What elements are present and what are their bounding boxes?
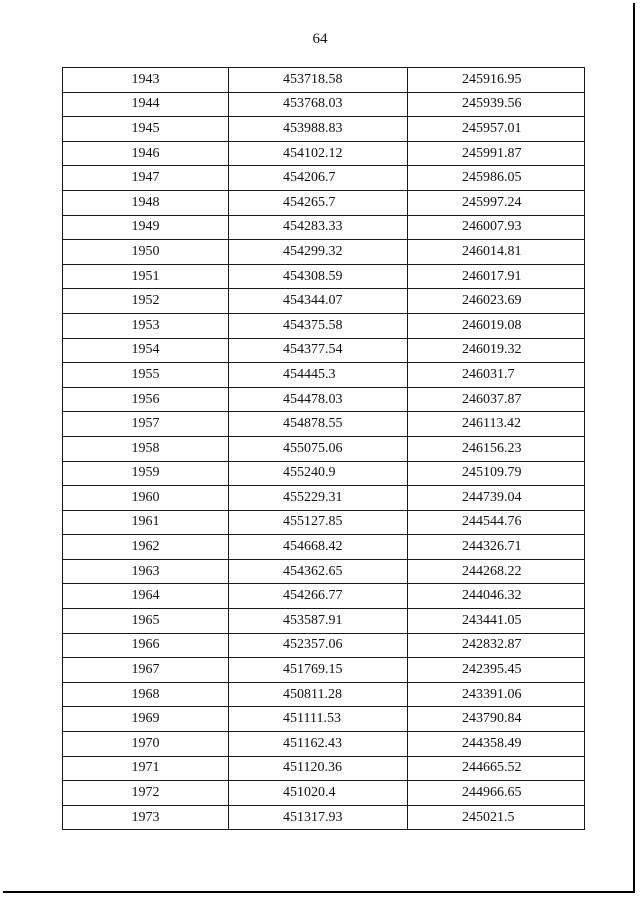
y-value-cell: 245109.79 [408,461,585,486]
y-value-cell: 244268.22 [408,559,585,584]
year-cell: 1958 [63,436,229,461]
year-cell: 1943 [63,68,229,93]
table-row [63,633,585,658]
page-number: 64 [312,31,328,47]
x-value-cell: 454266.77 [229,584,408,609]
table-row [63,609,585,634]
y-value-cell: 246017.91 [408,264,585,289]
table-row [63,363,585,388]
year-cell: 1968 [63,682,229,707]
year-cell: 1946 [63,141,229,166]
y-value-cell: 246007.93 [408,215,585,240]
table-body [63,68,585,830]
table-row [63,92,585,117]
table-row [63,559,585,584]
x-value-cell: 454265.7 [229,190,408,215]
year-cell: 1947 [63,166,229,191]
table-row [63,805,585,830]
table-row [63,682,585,707]
year-cell: 1971 [63,756,229,781]
x-value-cell: 454344.07 [229,289,408,314]
table-row [63,412,585,437]
y-value-cell: 242395.45 [408,658,585,683]
table-row [63,338,585,363]
table-row [63,190,585,215]
year-cell: 1967 [63,658,229,683]
year-cell: 1963 [63,559,229,584]
year-cell: 1970 [63,732,229,757]
year-cell: 1966 [63,633,229,658]
year-cell: 1951 [63,264,229,289]
year-cell: 1969 [63,707,229,732]
y-value-cell: 246037.87 [408,387,585,412]
y-value-cell: 244966.65 [408,781,585,806]
table-row [63,732,585,757]
x-value-cell: 453768.03 [229,92,408,117]
y-value-cell: 246014.81 [408,240,585,265]
table-row [63,781,585,806]
x-value-cell: 454478.03 [229,387,408,412]
table-row [63,264,585,289]
year-cell: 1954 [63,338,229,363]
y-value-cell: 245939.56 [408,92,585,117]
x-value-cell: 454206.7 [229,166,408,191]
coordinates-table [62,67,585,830]
table-row [63,117,585,142]
year-cell: 1972 [63,781,229,806]
table-row [63,486,585,511]
x-value-cell: 451020.4 [229,781,408,806]
x-value-cell: 453988.83 [229,117,408,142]
x-value-cell: 454668.42 [229,535,408,560]
y-value-cell: 245997.24 [408,190,585,215]
year-cell: 1952 [63,289,229,314]
year-cell: 1950 [63,240,229,265]
x-value-cell: 454299.32 [229,240,408,265]
y-value-cell: 246019.08 [408,313,585,338]
year-cell: 1949 [63,215,229,240]
table-row [63,166,585,191]
y-value-cell: 246023.69 [408,289,585,314]
table-row [63,141,585,166]
y-value-cell: 245021.5 [408,805,585,830]
year-cell: 1965 [63,609,229,634]
x-value-cell: 451111.53 [229,707,408,732]
y-value-cell: 243441.05 [408,609,585,634]
year-cell: 1944 [63,92,229,117]
x-value-cell: 454878.55 [229,412,408,437]
year-cell: 1964 [63,584,229,609]
year-cell: 1955 [63,363,229,388]
year-cell: 1953 [63,313,229,338]
x-value-cell: 454375.58 [229,313,408,338]
x-value-cell: 453718.58 [229,68,408,93]
table-row [63,535,585,560]
table-row [63,68,585,93]
y-value-cell: 245957.01 [408,117,585,142]
x-value-cell: 454445.3 [229,363,408,388]
y-value-cell: 244326.71 [408,535,585,560]
year-cell: 1973 [63,805,229,830]
y-value-cell: 246113.42 [408,412,585,437]
y-value-cell: 246019.32 [408,338,585,363]
y-value-cell: 244046.32 [408,584,585,609]
y-value-cell: 243391.06 [408,682,585,707]
x-value-cell: 451317.93 [229,805,408,830]
x-value-cell: 453587.91 [229,609,408,634]
table-row [63,387,585,412]
y-value-cell: 245991.87 [408,141,585,166]
table-row [63,313,585,338]
y-value-cell: 245986.05 [408,166,585,191]
year-cell: 1945 [63,117,229,142]
y-value-cell: 246031.7 [408,363,585,388]
year-cell: 1961 [63,510,229,535]
x-value-cell: 451769.15 [229,658,408,683]
y-value-cell: 244665.52 [408,756,585,781]
x-value-cell: 454308.59 [229,264,408,289]
table-row [63,756,585,781]
year-cell: 1959 [63,461,229,486]
year-cell: 1960 [63,486,229,511]
table-row [63,584,585,609]
table-row [63,510,585,535]
x-value-cell: 454377.54 [229,338,408,363]
year-cell: 1956 [63,387,229,412]
y-value-cell: 244739.04 [408,486,585,511]
year-cell: 1957 [63,412,229,437]
x-value-cell: 451162.43 [229,732,408,757]
y-value-cell: 244358.49 [408,732,585,757]
x-value-cell: 451120.36 [229,756,408,781]
x-value-cell: 455240.9 [229,461,408,486]
x-value-cell: 455127.85 [229,510,408,535]
year-cell: 1948 [63,190,229,215]
x-value-cell: 454283.33 [229,215,408,240]
x-value-cell: 455075.06 [229,436,408,461]
table-row [63,707,585,732]
x-value-cell: 455229.31 [229,486,408,511]
table-row [63,658,585,683]
table-row [63,240,585,265]
year-cell: 1962 [63,535,229,560]
y-value-cell: 245916.95 [408,68,585,93]
table-row [63,215,585,240]
x-value-cell: 454102.12 [229,141,408,166]
y-value-cell: 244544.76 [408,510,585,535]
table-row [63,436,585,461]
y-value-cell: 242832.87 [408,633,585,658]
table-row [63,461,585,486]
x-value-cell: 452357.06 [229,633,408,658]
y-value-cell: 243790.84 [408,707,585,732]
x-value-cell: 454362.65 [229,559,408,584]
table-row [63,289,585,314]
y-value-cell: 246156.23 [408,436,585,461]
x-value-cell: 450811.28 [229,682,408,707]
